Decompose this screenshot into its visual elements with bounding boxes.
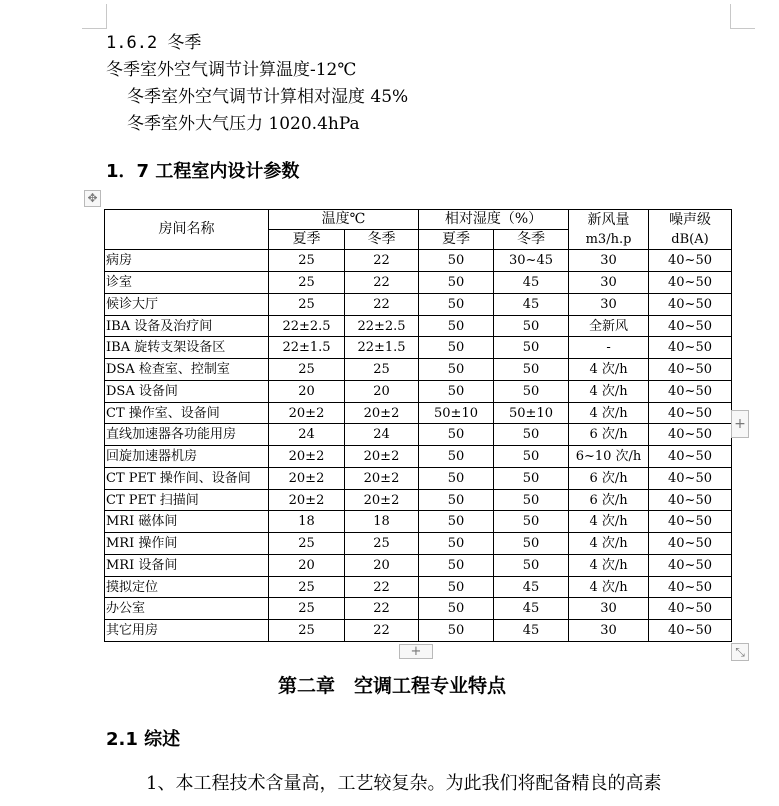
temp-winter-cell: 22 [345, 272, 419, 294]
fresh-air-cell: - [569, 337, 649, 359]
table-row [105, 315, 732, 337]
noise-cell: 40~50 [649, 315, 732, 337]
temp-summer-cell: 25 [269, 272, 345, 294]
temp-winter-cell: 22 [345, 598, 419, 620]
room-name-cell: DSA 设备间 [105, 380, 269, 402]
fresh-air-cell: 4 次/h [569, 380, 649, 402]
fresh-air-cell: 6 次/h [569, 424, 649, 446]
humidity-summer-cell: 50 [419, 424, 494, 446]
noise-cell: 40~50 [649, 554, 732, 576]
humidity-summer-cell: 50 [419, 554, 494, 576]
fresh-air-cell: 30 [569, 293, 649, 315]
noise-cell: 40~50 [649, 467, 732, 489]
table-row [105, 489, 732, 511]
header-humidity-summer: 夏季 [419, 230, 494, 250]
temp-summer-cell: 18 [269, 511, 345, 533]
temp-winter-cell: 20±2 [345, 467, 419, 489]
humidity-winter-cell: 50 [494, 424, 569, 446]
temp-summer-cell: 25 [269, 620, 345, 642]
humidity-winter-cell: 50 [494, 511, 569, 533]
section-2-1-paragraph: 1、本工程技术含量高，工艺较复杂。为此我们将配备精良的高素 [146, 773, 662, 794]
temp-summer-cell: 20±2 [269, 446, 345, 468]
table-resize-handle-icon[interactable]: ⤡ [731, 643, 749, 661]
temp-summer-cell: 25 [269, 533, 345, 555]
humidity-winter-cell: 50 [494, 380, 569, 402]
fresh-air-cell: 4 次/h [569, 554, 649, 576]
fresh-air-cell: 4 次/h [569, 402, 649, 424]
header-humidity: 相对湿度（%） [419, 210, 569, 230]
room-name-cell: 摸拟定位 [105, 576, 269, 598]
table-row [105, 359, 732, 381]
add-column-button[interactable]: + [731, 410, 749, 438]
humidity-summer-cell: 50 [419, 359, 494, 381]
header-noise-unit: dB(A) [671, 231, 709, 247]
humidity-winter-cell: 50 [494, 533, 569, 555]
winter-pressure-line: 冬季室外大气压力 1020.4hPa [127, 114, 360, 134]
temp-winter-cell: 22 [345, 576, 419, 598]
humidity-winter-cell: 45 [494, 576, 569, 598]
noise-cell: 40~50 [649, 272, 732, 294]
humidity-summer-cell: 50 [419, 315, 494, 337]
section-1-7-heading: 1．7 工程室内设计参数 [106, 161, 300, 182]
humidity-summer-cell: 50 [419, 293, 494, 315]
temp-summer-cell: 25 [269, 576, 345, 598]
humidity-summer-cell: 50 [419, 446, 494, 468]
noise-cell: 40~50 [649, 380, 732, 402]
fresh-air-cell: 30 [569, 272, 649, 294]
fresh-air-cell: 30 [569, 620, 649, 642]
table-row [105, 511, 732, 533]
temp-summer-cell: 25 [269, 293, 345, 315]
table-row [105, 620, 732, 642]
humidity-winter-cell: 50 [494, 554, 569, 576]
humidity-summer-cell: 50 [419, 380, 494, 402]
noise-cell: 40~50 [649, 250, 732, 272]
humidity-winter-cell: 50±10 [494, 402, 569, 424]
table-row [105, 293, 732, 315]
page-margin-corner-mark [730, 4, 755, 29]
table-row [105, 598, 732, 620]
header-temperature: 温度℃ [269, 210, 419, 230]
temp-winter-cell: 22 [345, 620, 419, 642]
header-fresh-air-title: 新风量 [587, 211, 630, 228]
temp-winter-cell: 22 [345, 293, 419, 315]
section-1-6-2-heading: 1.6.2 冬季 [106, 33, 202, 53]
temp-winter-cell: 20±2 [345, 402, 419, 424]
room-name-cell: 其它用房 [105, 620, 269, 642]
humidity-summer-cell: 50 [419, 272, 494, 294]
table-row [105, 402, 732, 424]
design-parameters-table [104, 209, 732, 642]
humidity-summer-cell: 50 [419, 598, 494, 620]
table-row [105, 554, 732, 576]
table-row [105, 250, 732, 272]
noise-cell: 40~50 [649, 533, 732, 555]
humidity-summer-cell: 50 [419, 511, 494, 533]
temp-winter-cell: 20±2 [345, 446, 419, 468]
chapter-2-title: 第二章 空调工程专业特点 [278, 675, 507, 697]
fresh-air-cell: 30 [569, 250, 649, 272]
temp-winter-cell: 25 [345, 359, 419, 381]
table-move-handle-icon[interactable]: ✥ [84, 190, 101, 207]
room-name-cell: 候诊大厅 [105, 293, 269, 315]
noise-cell: 40~50 [649, 446, 732, 468]
add-row-button[interactable]: + [399, 644, 433, 659]
humidity-summer-cell: 50 [419, 489, 494, 511]
fresh-air-cell: 4 次/h [569, 533, 649, 555]
fresh-air-cell: 4 次/h [569, 576, 649, 598]
room-name-cell: IBA 设备及治疗间 [105, 315, 269, 337]
fresh-air-cell: 全新风 [569, 315, 649, 337]
humidity-winter-cell: 50 [494, 467, 569, 489]
section-2-1-heading: 2.1 综述 [106, 729, 181, 750]
noise-cell: 40~50 [649, 489, 732, 511]
room-name-cell: MRI 设备间 [105, 554, 269, 576]
room-name-cell: DSA 检查室、控制室 [105, 359, 269, 381]
fresh-air-cell: 4 次/h [569, 511, 649, 533]
temp-winter-cell: 22±1.5 [345, 337, 419, 359]
noise-cell: 40~50 [649, 511, 732, 533]
humidity-summer-cell: 50 [419, 337, 494, 359]
room-name-cell: 病房 [105, 250, 269, 272]
table-body [105, 250, 732, 642]
temp-summer-cell: 20±2 [269, 467, 345, 489]
temp-winter-cell: 20±2 [345, 489, 419, 511]
room-name-cell: 办公室 [105, 598, 269, 620]
winter-temp-line: 冬季室外空气调节计算温度-12℃ [106, 60, 357, 80]
fresh-air-cell: 30 [569, 598, 649, 620]
temp-summer-cell: 22±1.5 [269, 337, 345, 359]
header-temp-winter: 冬季 [345, 230, 419, 250]
table-row [105, 380, 732, 402]
temp-winter-cell: 20 [345, 380, 419, 402]
noise-cell: 40~50 [649, 576, 732, 598]
table-row [105, 446, 732, 468]
room-name-cell: IBA 旋转支架设备区 [105, 337, 269, 359]
room-name-cell: CT PET 扫描间 [105, 489, 269, 511]
noise-cell: 40~50 [649, 424, 732, 446]
temp-summer-cell: 25 [269, 250, 345, 272]
temp-summer-cell: 25 [269, 359, 345, 381]
temp-summer-cell: 20±2 [269, 489, 345, 511]
header-temp-summer: 夏季 [269, 230, 345, 250]
table-row [105, 533, 732, 555]
table-row [105, 576, 732, 598]
temp-winter-cell: 24 [345, 424, 419, 446]
humidity-winter-cell: 50 [494, 359, 569, 381]
temp-summer-cell: 25 [269, 598, 345, 620]
fresh-air-cell: 6 次/h [569, 489, 649, 511]
header-noise-title: 噪声级 [669, 211, 712, 228]
humidity-winter-cell: 45 [494, 293, 569, 315]
header-fresh-air-unit: m3/h.p [585, 231, 632, 247]
noise-cell: 40~50 [649, 337, 732, 359]
humidity-winter-cell: 50 [494, 315, 569, 337]
humidity-summer-cell: 50 [419, 576, 494, 598]
table-row [105, 337, 732, 359]
humidity-winter-cell: 30~45 [494, 250, 569, 272]
temp-winter-cell: 22 [345, 250, 419, 272]
header-humidity-winter: 冬季 [494, 230, 569, 250]
humidity-summer-cell: 50 [419, 533, 494, 555]
temp-winter-cell: 18 [345, 511, 419, 533]
temp-winter-cell: 22±2.5 [345, 315, 419, 337]
humidity-winter-cell: 50 [494, 337, 569, 359]
temp-summer-cell: 20±2 [269, 402, 345, 424]
table-row [105, 424, 732, 446]
humidity-winter-cell: 45 [494, 620, 569, 642]
room-name-cell: CT PET 操作间、设备间 [105, 467, 269, 489]
noise-cell: 40~50 [649, 620, 732, 642]
room-name-cell: 直线加速器各功能用房 [105, 424, 269, 446]
room-name-cell: 回旋加速器机房 [105, 446, 269, 468]
temp-summer-cell: 24 [269, 424, 345, 446]
temp-winter-cell: 20 [345, 554, 419, 576]
room-name-cell: MRI 磁体间 [105, 511, 269, 533]
temp-winter-cell: 25 [345, 533, 419, 555]
temp-summer-cell: 22±2.5 [269, 315, 345, 337]
temp-summer-cell: 20 [269, 554, 345, 576]
table-row [105, 272, 732, 294]
humidity-winter-cell: 45 [494, 272, 569, 294]
winter-humidity-line: 冬季室外空气调节计算相对湿度 45% [127, 87, 409, 107]
noise-cell: 40~50 [649, 359, 732, 381]
room-name-cell: CT 操作室、设备间 [105, 402, 269, 424]
humidity-summer-cell: 50 [419, 250, 494, 272]
fresh-air-cell: 6~10 次/h [569, 446, 649, 468]
fresh-air-cell: 6 次/h [569, 467, 649, 489]
room-name-cell: MRI 操作间 [105, 533, 269, 555]
header-room-name: 房间名称 [105, 210, 269, 250]
humidity-summer-cell: 50 [419, 467, 494, 489]
table-row [105, 467, 732, 489]
humidity-winter-cell: 45 [494, 598, 569, 620]
noise-cell: 40~50 [649, 293, 732, 315]
fresh-air-cell: 4 次/h [569, 359, 649, 381]
room-name-cell: 诊室 [105, 272, 269, 294]
header-noise [649, 210, 732, 250]
humidity-summer-cell: 50±10 [419, 402, 494, 424]
noise-cell: 40~50 [649, 598, 732, 620]
humidity-winter-cell: 50 [494, 446, 569, 468]
humidity-summer-cell: 50 [419, 620, 494, 642]
page-margin-corner-mark [82, 4, 107, 29]
temp-summer-cell: 20 [269, 380, 345, 402]
humidity-winter-cell: 50 [494, 489, 569, 511]
noise-cell: 40~50 [649, 402, 732, 424]
header-fresh-air [569, 210, 649, 250]
